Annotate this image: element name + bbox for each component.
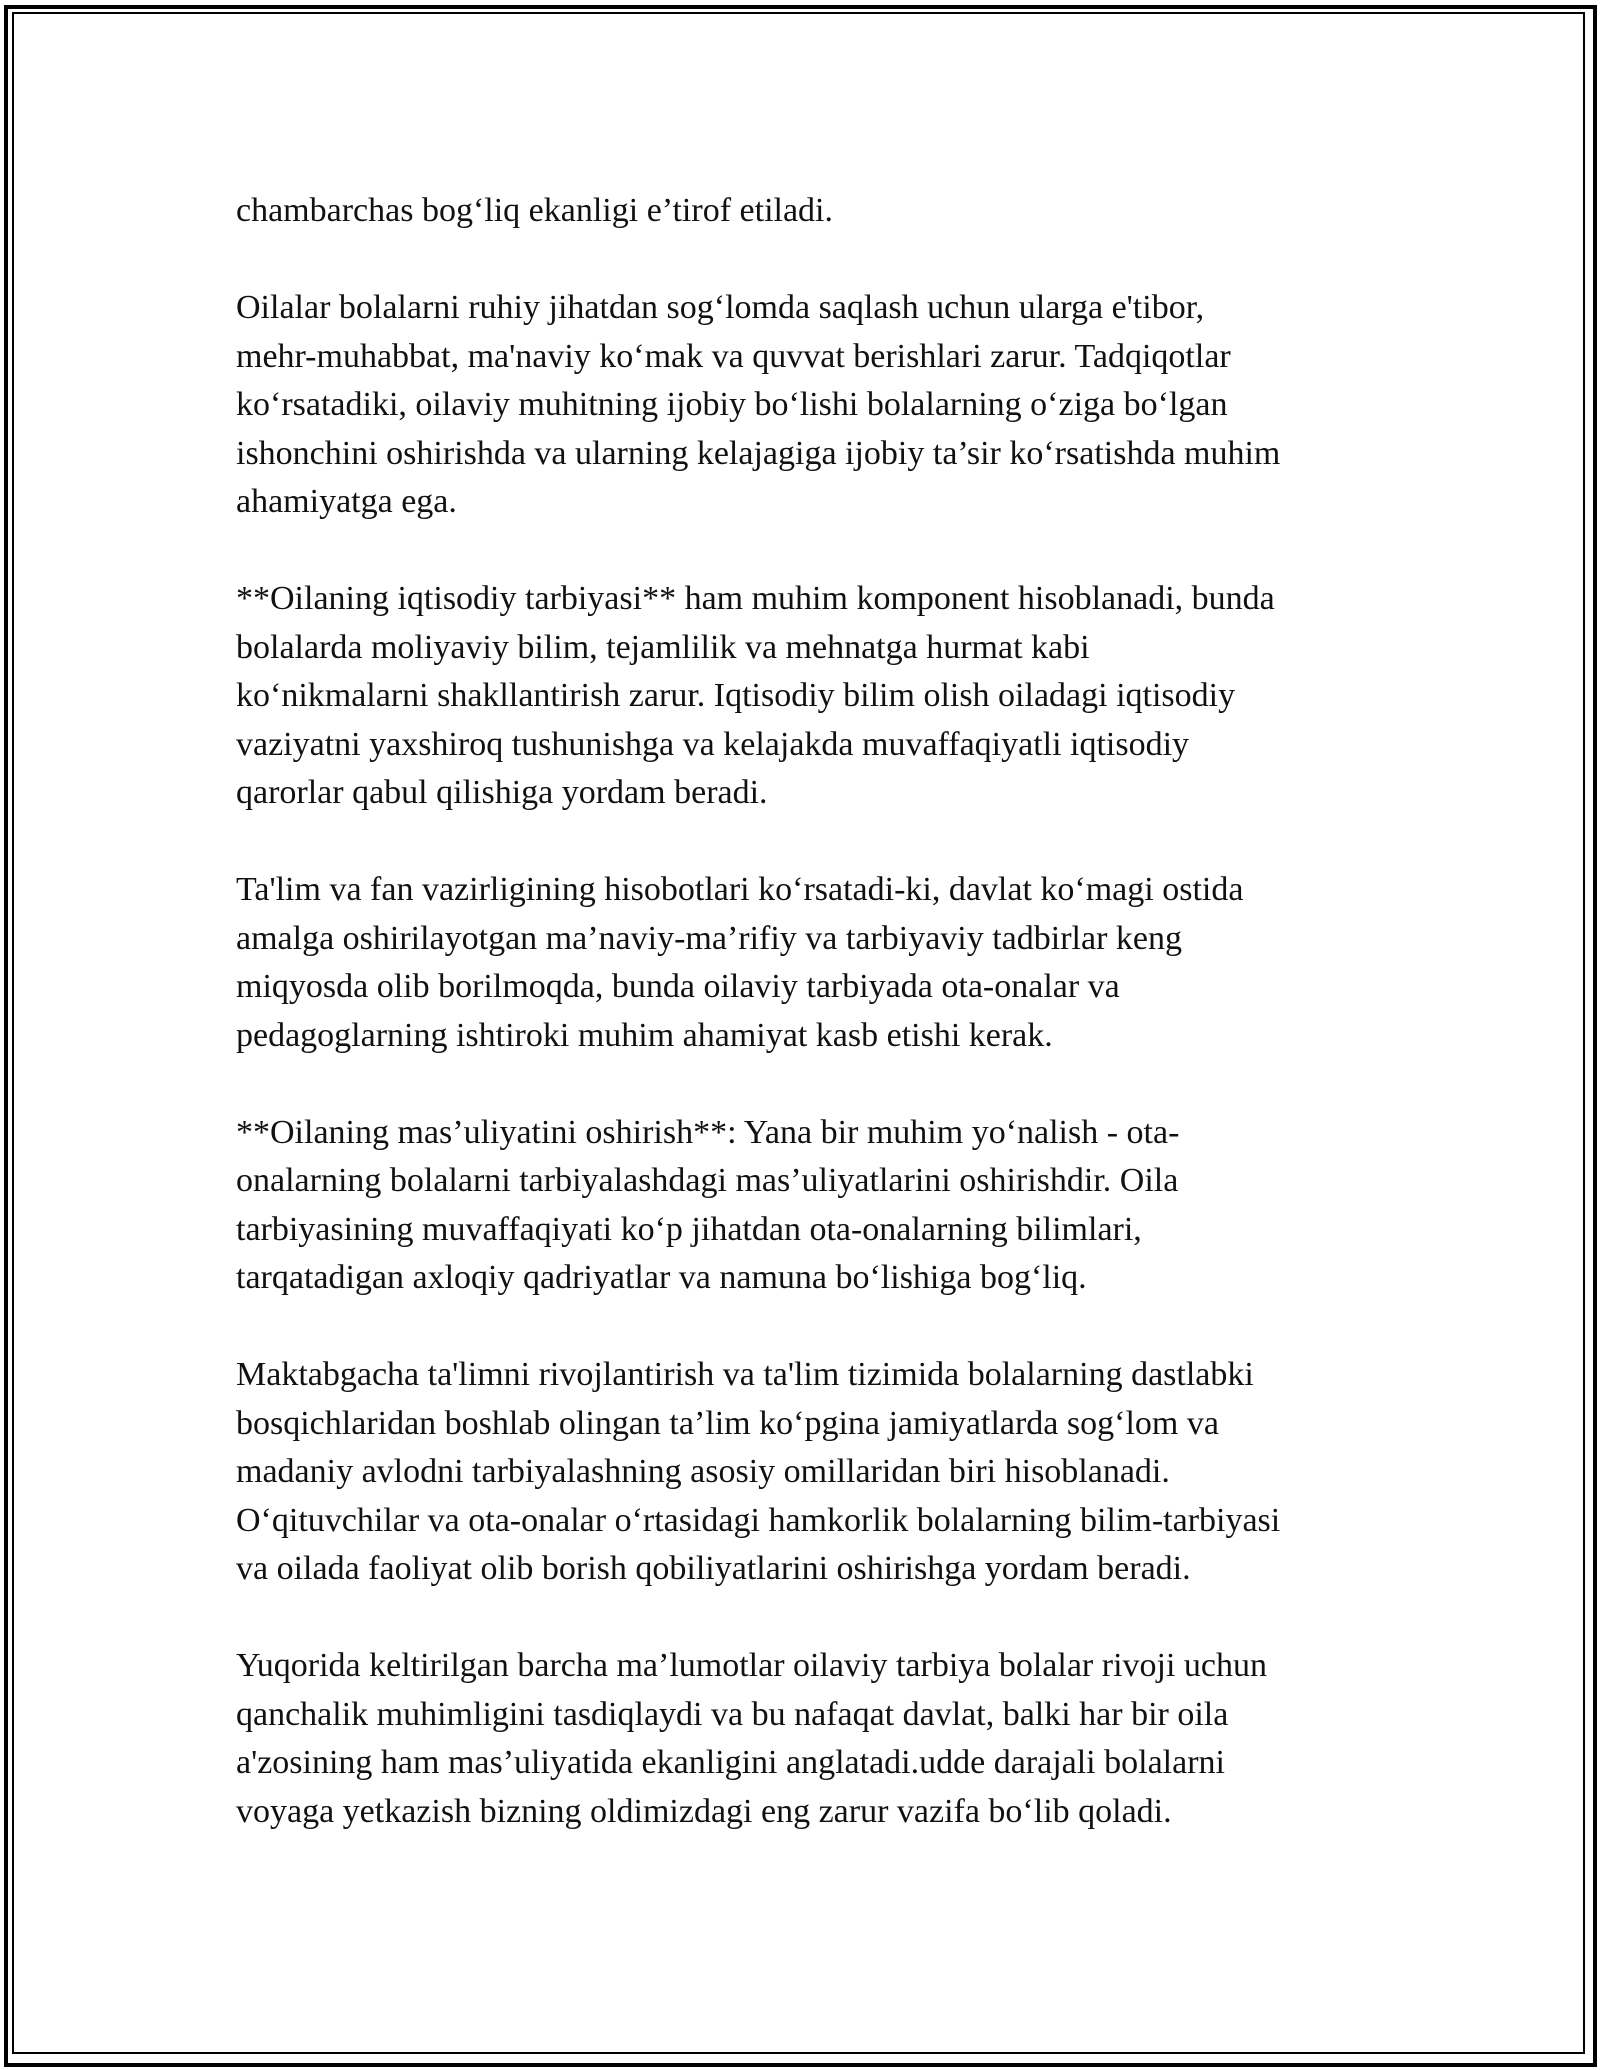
paragraph-1: chambarchas bog‘liq ekanligi e’tirof etiladi. bbox=[236, 192, 833, 229]
paragraph-3: **Oilaning iqtisodiy tarbiyasi** ham muhim komponent hisoblanadi, bunda bolalarda moliyaviy bilim, tejamlilik va mehnatga hurmat kabi ko‘nikmalarni shakllantirish zarur. Iqtisodiy bilim olish oiladagi iqtisodiy vaziyatni yaxshiroq tushunishga va kelajakda muvaffaqiyatli iqtisodiy qarorlar qabul qilishiga yordam beradi. bbox=[236, 580, 1275, 811]
paragraph-7: Yuqorida keltirilgan barcha ma’lumotlar oilaviy tarbiya bolalar rivoji uchun qanchalik muhimligini tasdiqlaydi va bu nafaqat davlat, balki har bir oila a'zosining ham mas’uliyatida ekanligini anglatadi.udde darajali bolalarni voyaga yetkazish bizning oldimizdagi eng zarur vazifa bo‘lib qoladi. bbox=[236, 1647, 1268, 1830]
paragraph-2: Oilalar bolalarni ruhiy jihatdan sog‘lomda saqlash uchun ularga e'tibor, mehr-muhabbat, ma'naviy ko‘mak va quvvat berishlari zarur. Tadqiqotlar ko‘rsatadiki, oilaviy muhitning ijobiy bo‘lishi bolalarning o‘ziga bo‘lgan ishonchini oshirishda va ularning kelajagiga ijobiy ta’sir ko‘rsatishda muhim ahamiyatga ega. bbox=[236, 289, 1281, 520]
document-body bbox=[236, 187, 1386, 1885]
paragraph-6: Maktabgacha ta'limni rivojlantirish va ta'lim tizimida bolalarning dastlabki bosqichlaridan boshlab olingan ta’lim ko‘pgina jamiyatlarda sog‘lom va madaniy avlodni tarbiyalashning asosiy omillaridan biri hisoblanadi. O‘qituvchilar va ota-onalar o‘rtasidagi hamkorlik bolalarning bilim-tarbiyasi va oilada faoliyat olib borish qobiliyatlarini oshirishga yordam beradi. bbox=[236, 1356, 1281, 1587]
paragraph-4: Ta'lim va fan vazirligining hisobotlari ko‘rsatadi-ki, davlat ko‘magi ostida amalga oshirilayotgan ma’naviy-ma’rifiy va tarbiyaviy tadbirlar keng miqyosda olib borilmoqda, bunda oilaviy tarbiyada ota-onalar va pedagoglarning ishtiroki muhim ahamiyat kasb etishi kerak. bbox=[236, 871, 1244, 1054]
paragraph-5: **Oilaning mas’uliyatini oshirish**: Yana bir muhim yo‘nalish - ota- onalarning bolalarni tarbiyalashdagi mas’uliyatlarini oshirishdir. Oila tarbiyasining muvaffaqiyati ko‘p jihatdan ota-onalarning bilimlari, tarqatadigan axloqiy qadriyatlar va namuna bo‘lishiga bog‘liq. bbox=[236, 1113, 1180, 1296]
